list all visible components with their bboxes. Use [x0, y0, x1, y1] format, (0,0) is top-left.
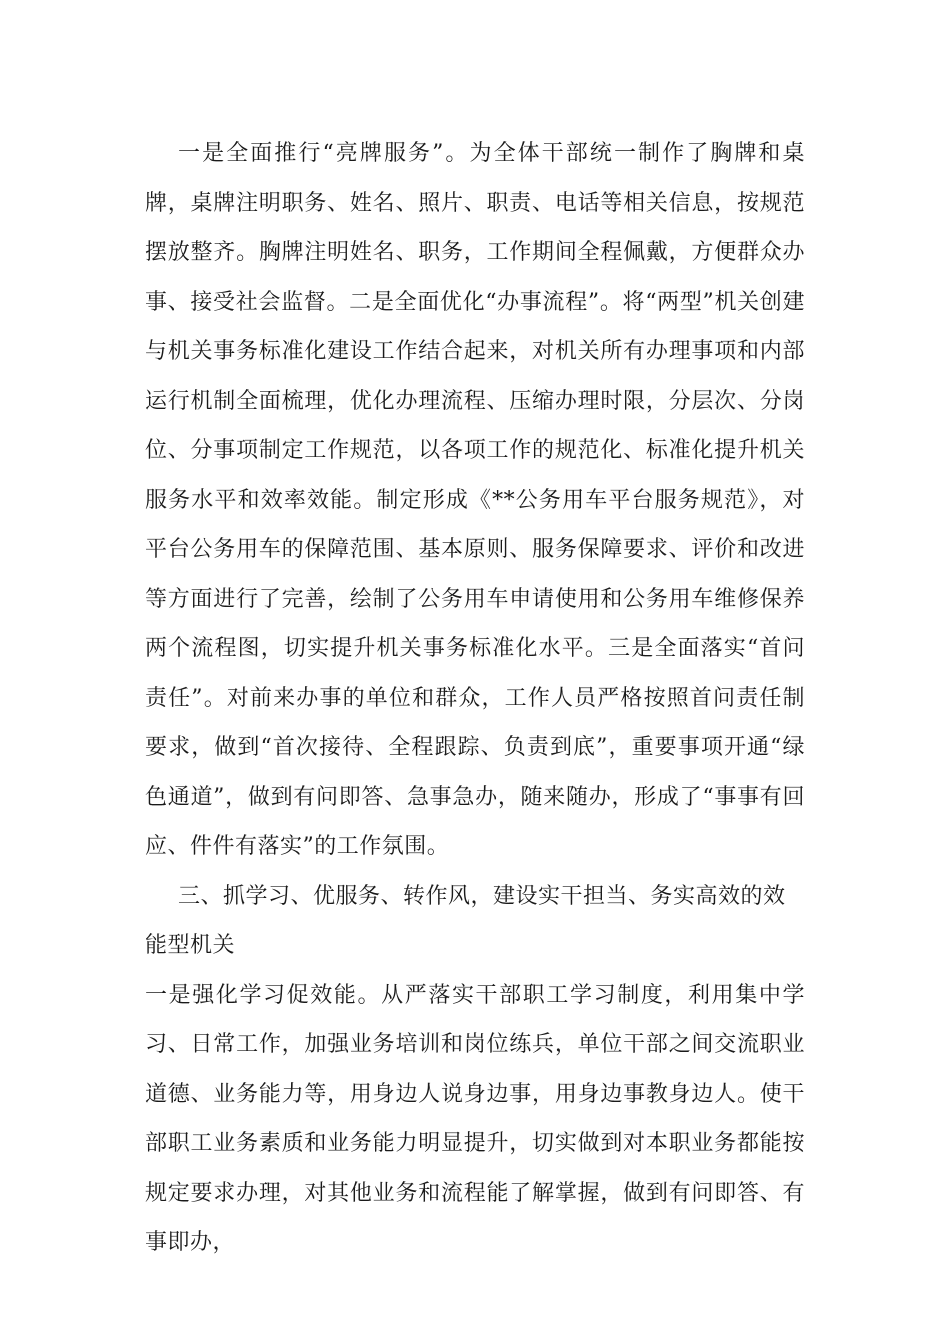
body-paragraph-study: 一是强化学习促效能。从严落实干部职工学习制度，利用集中学习、日常工作，加强业务培训和岗位练兵，单位干部之间交流职业道德、业务能力等，用身边人说身边事，用身边事教身边人。使干部职工业务素质和业务能力明显提升，切实做到对本职业务都能按规定要求办理，对其他业务和流程能了解掌握，做到有问即答、有事即办， — [145, 982, 805, 1255]
body-paragraph-service: 一是全面推行“亮牌服务”。为全体干部统一制作了胸牌和桌牌，桌牌注明职务、姓名、照片、职责、电话等相关信息，按规范摆放整齐。胸牌注明姓名、职务，工作期间全程佩戴，方便群众办事、接受社会监督。二是全面优化“办事流程”。将“两型”机关创建与机关事务标准化建设工作结合起来，对机关所有办理事项和内部运行机制全面梳理，优化办理流程、压缩办理时限，分层次、分岗位、分事项制定工作规范，以各项工作的规范化、标准化提升机关服务水平和效率效能。制定形成《**公务用车平台服务规范》，对平台公务用车的保障范围、基本原则、服务保障要求、评价和改进等方面进行了完善，绘制了公务用车申请使用和公务用车维修保养两个流程图，切实提升机关事务标准化水平。三是全面落实“首问责任”。对前来办事的单位和群众，工作人员严格按照首问责任制要求，做到“首次接待、全程跟踪、负责到底”，重要事项开通“绿色通道”，做到有问即答、急事急办，随来随办，形成了“事事有回应、件件有落实”的工作氛围。 — [145, 141, 805, 859]
section-heading-three: 三、抓学习、优服务、转作风，建设实干担当、务实高效的效能型机关 — [145, 883, 786, 958]
document-page — [145, 129, 805, 1268]
